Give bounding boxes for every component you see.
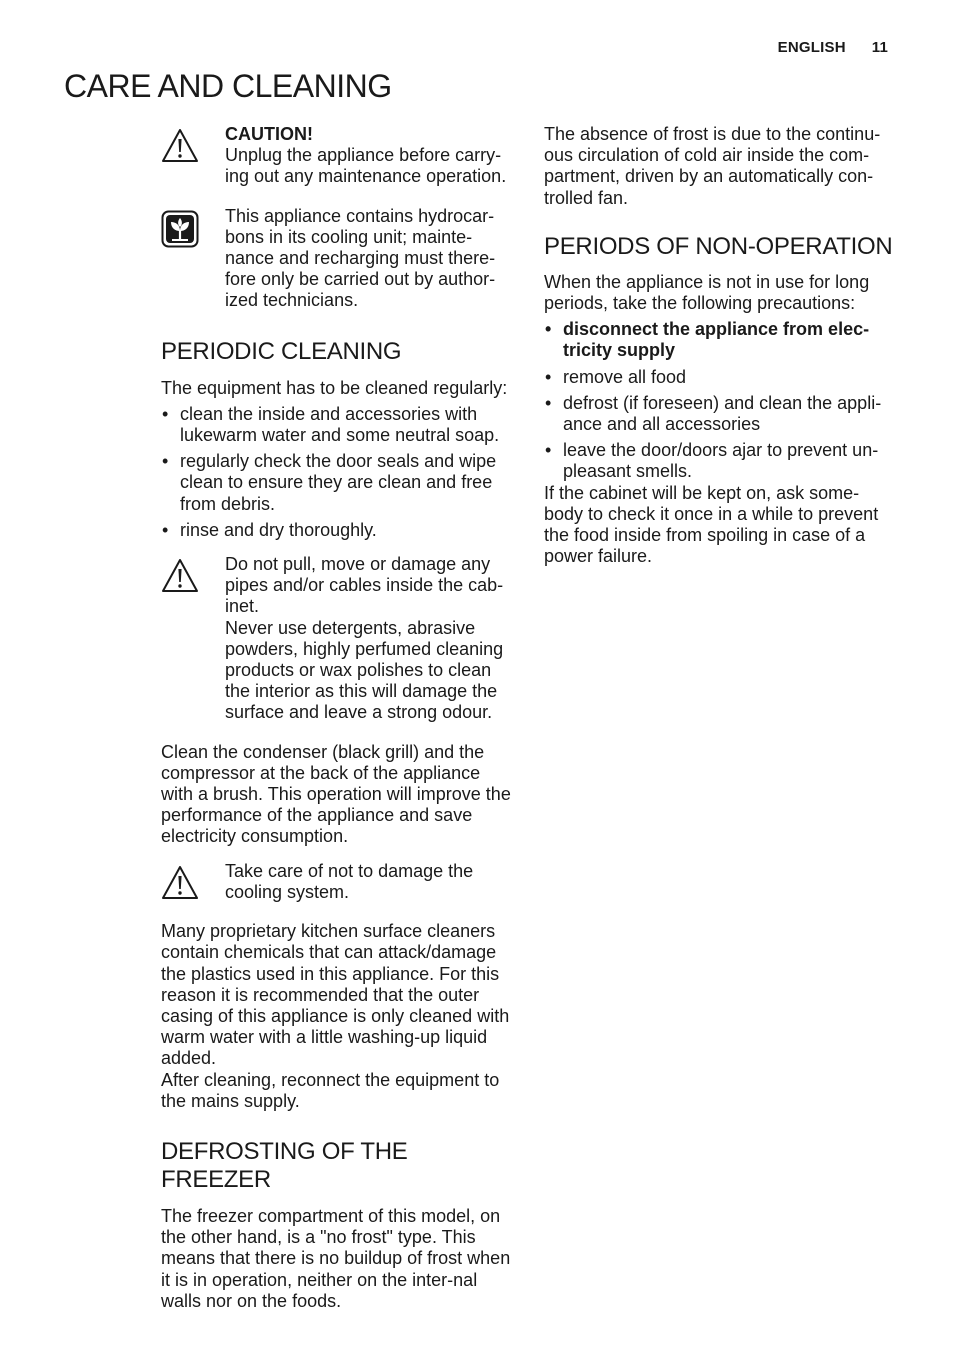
environment-plant-icon bbox=[161, 206, 225, 248]
frost-text: The absence of frost is due to the continu-ous circulation of cold air inside the com-partment, driven by an automatically con-trolled fan. bbox=[544, 124, 881, 208]
periodic-cleaning-list bbox=[161, 404, 517, 541]
pipes-warning-notice bbox=[161, 554, 517, 724]
list-item: • clean the inside and accessories with lukewarm water and some neutral soap. bbox=[161, 404, 517, 446]
periodic-cleaning-intro: The equipment has to be cleaned regularly: bbox=[161, 377, 508, 398]
page-header bbox=[778, 39, 888, 56]
cleaners-text: Many proprietary kitchen surface cleaners contain chemicals that can attack/damage the plastics used in this appliance. For this reason it is recommended that the outer casing of this appliance is only cleaned with warm water with a little washing-up liquid added. bbox=[161, 921, 510, 1069]
pipes-warning-text: Do not pull, move or damage any pipes and/or cables inside the cab-inet. bbox=[225, 554, 504, 617]
non-operation-list bbox=[544, 319, 894, 482]
list-item: • remove all food bbox=[544, 367, 894, 388]
reconnect-text: After cleaning, reconnect the equipment to the mains supply. bbox=[161, 1069, 500, 1111]
non-operation-heading: PERIODS OF NON-OPERATION bbox=[544, 232, 893, 260]
list-item: • defrost (if foreseen) and clean the appli-ance and all accessories bbox=[544, 393, 894, 435]
list-item: • rinse and dry thoroughly. bbox=[161, 520, 517, 541]
left-column bbox=[161, 124, 517, 1312]
warning-triangle-icon bbox=[161, 861, 225, 901]
warning-triangle-icon bbox=[161, 124, 225, 164]
list-item: • leave the door/doors ajar to prevent un-pleasant smells. bbox=[544, 440, 894, 482]
right-column bbox=[544, 124, 894, 567]
periodic-cleaning-heading: PERIODIC CLEANING bbox=[161, 337, 402, 365]
detergents-warning-text: Never use detergents, abrasive powders, highly perfumed cleaning products or wax polishes to clean the interior as this will damage the surface and leave a strong odour. bbox=[225, 617, 504, 723]
list-item: • disconnect the appliance from elec-tricity supply bbox=[544, 319, 894, 361]
non-operation-intro: When the appliance is not in use for long periods, take the following precautions: bbox=[544, 271, 870, 314]
hydrocarbon-text: This appliance contains hydrocar-bons in its cooling unit; mainte-nance and recharging must there-fore only be carried out by author-ized technicians. bbox=[225, 205, 496, 311]
hydrocarbon-notice bbox=[161, 206, 517, 312]
list-item: • regularly check the door seals and wipe clean to ensure they are clean and free from debris. bbox=[161, 451, 517, 515]
page-number: 11 bbox=[871, 39, 888, 56]
caution-notice bbox=[161, 124, 517, 188]
non-operation-closing: If the cabinet will be kept on, ask some-body to check it once in a while to prevent the food inside from spoiling in case of a power failure. bbox=[544, 482, 879, 567]
defrosting-text: The freezer compartment of this model, on the other hand, is a "no frost" type. This means that there is no buildup of frost when it is in operation, neither on the inter-nal walls nor on the foods. bbox=[161, 1205, 511, 1311]
caution-heading: CAUTION! bbox=[225, 124, 313, 144]
cooling-warning-text: Take care of not to damage the cooling system. bbox=[225, 860, 474, 902]
language-label: ENGLISH bbox=[777, 39, 846, 56]
defrosting-heading: DEFROSTING OF THE FREEZER bbox=[161, 1137, 408, 1193]
cooling-warning-notice bbox=[161, 861, 517, 903]
warning-triangle-icon bbox=[161, 554, 225, 594]
page-title: CARE AND CLEANING bbox=[64, 68, 392, 104]
caution-text: Unplug the appliance before carry-ing out any maintenance operation. bbox=[225, 145, 507, 187]
condenser-text: Clean the condenser (black grill) and the compressor at the back of the appliance with a brush. This operation will improve the performance of the appliance and save electricity consumption. bbox=[161, 741, 511, 847]
